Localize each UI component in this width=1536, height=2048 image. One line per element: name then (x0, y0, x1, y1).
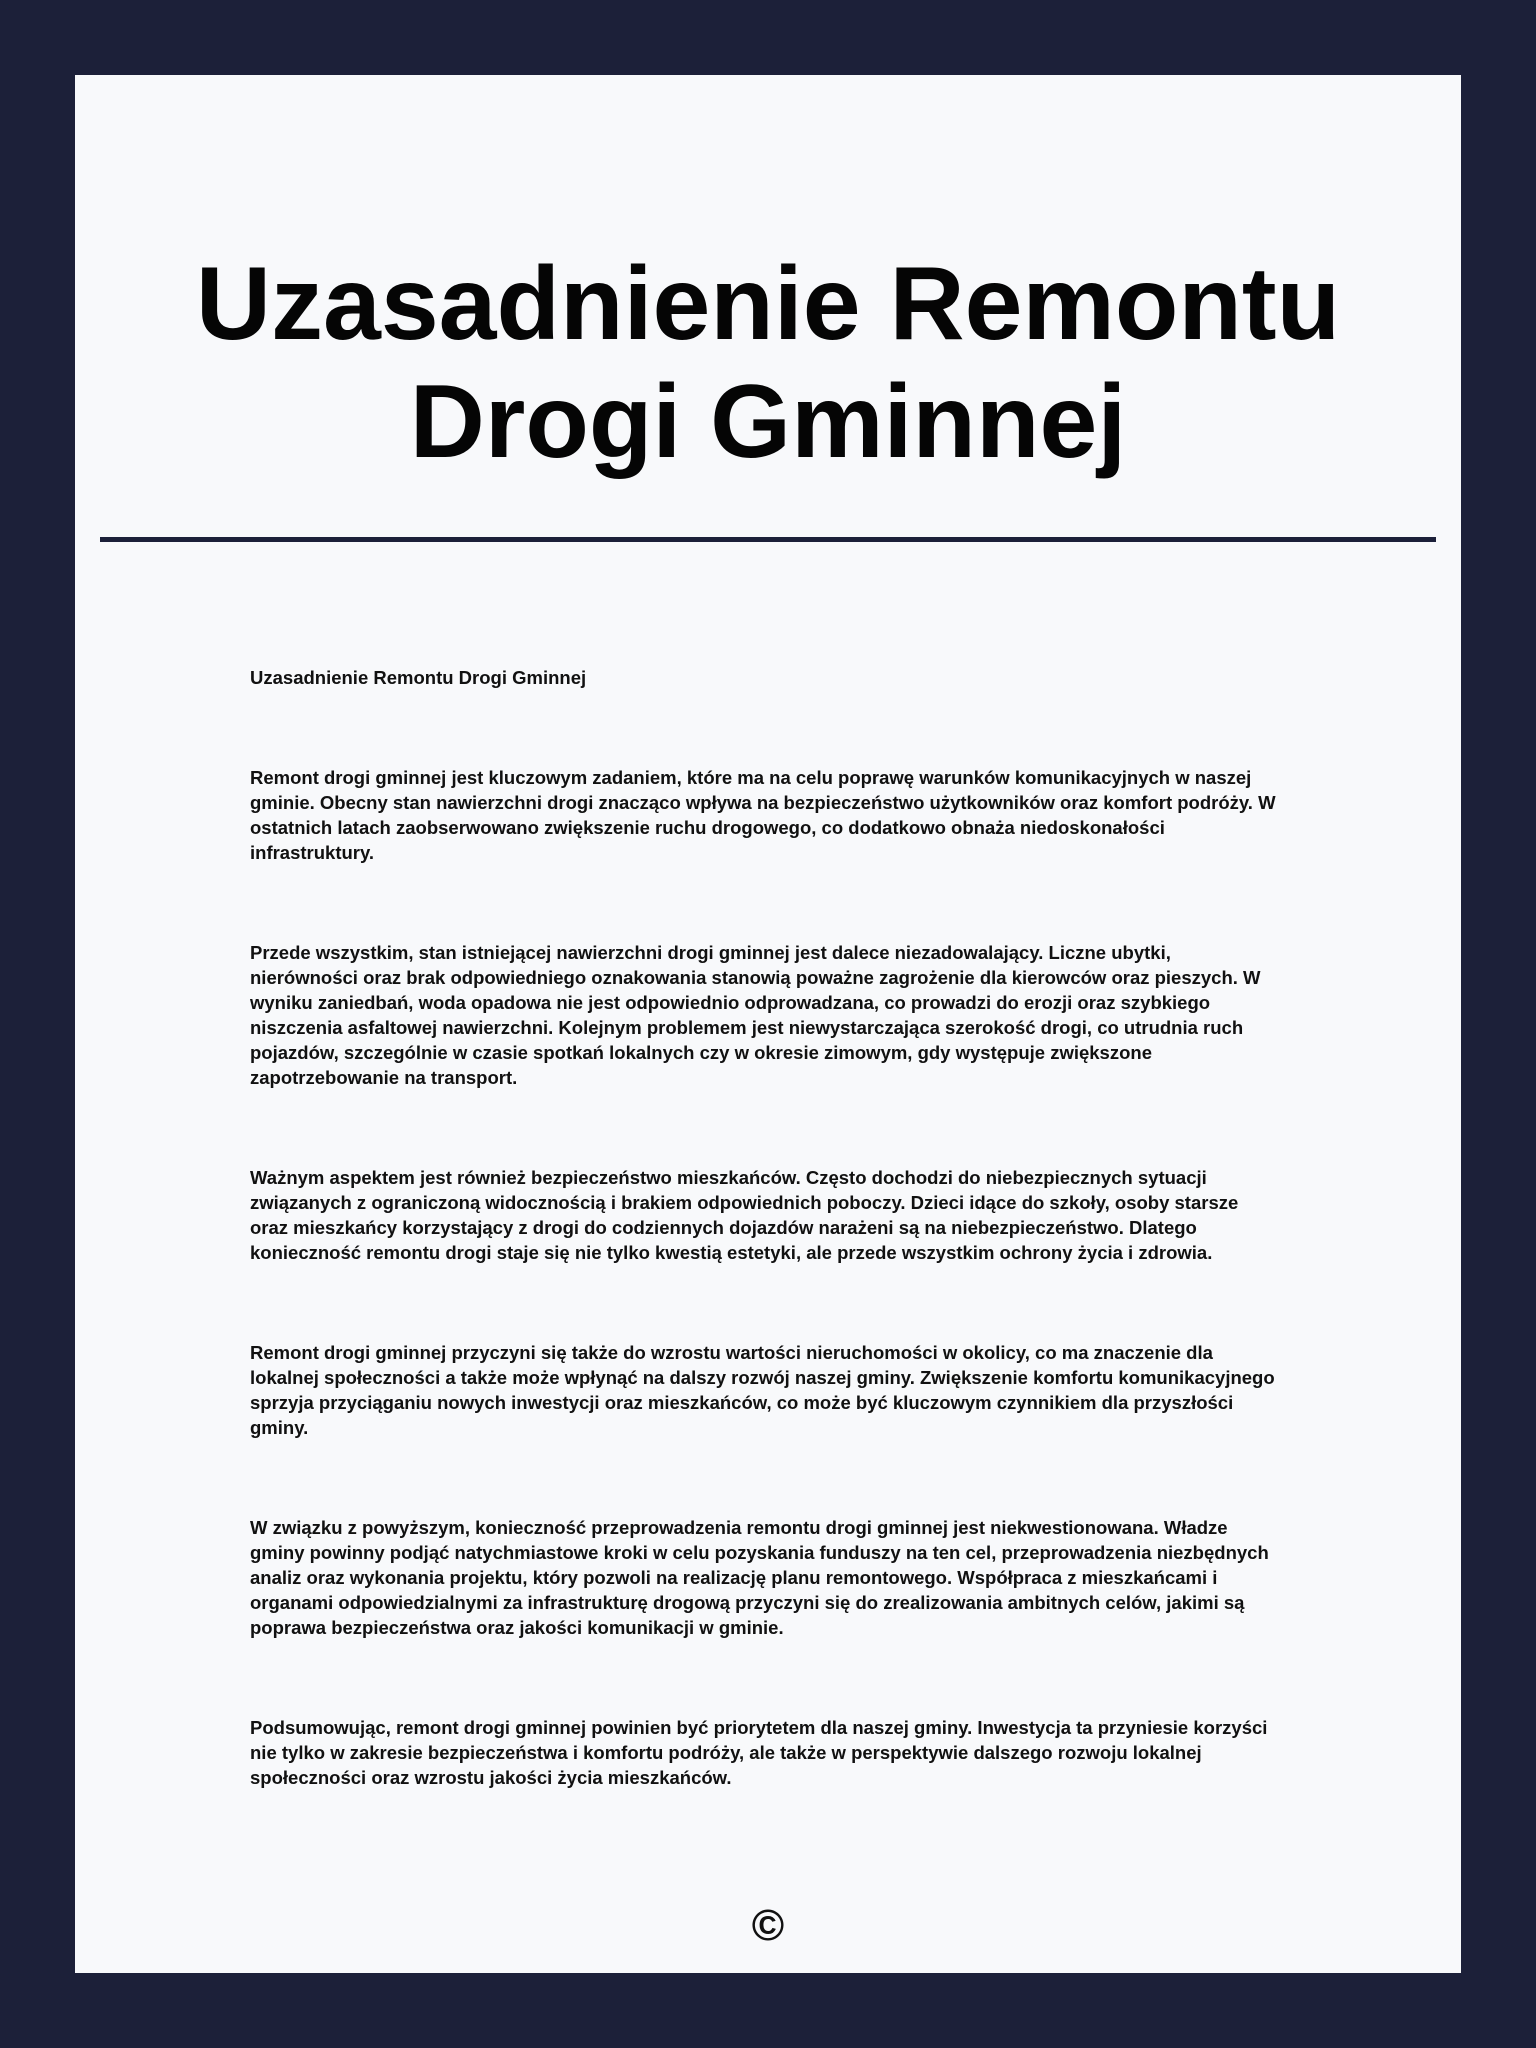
paragraph-1: Remont drogi gminnej jest kluczowym zadaniem, które ma na celu poprawę warunków komunikacyjnych w naszej gminie. Obecny stan nawierzchni drogi znacząco wpływa na bezpieczeństwo użytkowników oraz komfort podróży. W ostatnich latach zaobserwowano zwiększenie ruchu drogowego, co dodatkowo obnaża niedoskonałości infrastruktury. (250, 767, 1276, 863)
paragraph-2: Przede wszystkim, stan istniejącej nawierzchni drogi gminnej jest dalece niezadowalający. Liczne ubytki, nierówności oraz brak odpowiedniego oznakowania stanowią poważne zagrożenie dla kierowców oraz pieszych. W wyniku zaniedbań, woda opadowa nie jest odpowiednio odprowadzana, co prowadzi do erozji oraz szybkiego niszczenia asfaltowej nawierzchni. Kolejnym problemem jest niewystarczająca szerokość drogi, co utrudnia ruch pojazdów, szczególnie w czasie spotkań lokalnych czy w okresie zimowym, gdy występuje zwiększone zapotrzebowanie na transport. (250, 942, 1261, 1088)
document-page (75, 75, 1461, 1973)
document-body (250, 665, 1280, 1865)
paragraph-6: Podsumowując, remont drogi gminnej powinien być priorytetem dla naszej gminy. Inwestycja ta przyniesie korzyści nie tylko w zakresie bezpieczeństwa i komfortu podróży, ale także w perspektywie dalszego rozwoju lokalnej społeczności oraz wzrostu jakości życia mieszkańców. (250, 1717, 1268, 1788)
title-divider (100, 537, 1436, 542)
page-title: Uzasadnienie Remontu Drogi Gminnej (195, 246, 1341, 480)
paragraph-4: Remont drogi gminnej przyczyni się także do wzrostu wartości nieruchomości w okolicy, co ma znaczenie dla lokalnej społeczności a także może wpłynąć na dalszy rozwój naszej gminy. Zwiększenie komfortu komunikacyjnego sprzyja przyciąganiu nowych inwestycji oraz mieszkańców, co może być kluczowym czynnikiem dla przyszłości gminy. (250, 1342, 1275, 1438)
copyright-symbol: © (751, 1901, 785, 1950)
body-heading: Uzasadnienie Remontu Drogi Gminnej (250, 667, 587, 688)
paragraph-5: W związku z powyższym, konieczność przeprowadzenia remontu drogi gminnej jest niekwestionowana. Władze gminy powinny podjąć natychmiastowe kroki w celu pozyskania funduszy na ten cel, przeprowadzenia niezbędnych analiz oraz wykonania projektu, który pozwoli na realizację planu remontowego. Współpraca z mieszkańcami i organami odpowiedzialnymi za infrastrukturę drogową przyczyni się do zrealizowania ambitnych celów, jakimi są poprawa bezpieczeństwa oraz jakości komunikacji w gminie. (250, 1517, 1269, 1638)
paragraph-3: Ważnym aspektem jest również bezpieczeństwo mieszkańców. Często dochodzi do niebezpiecznych sytuacji związanych z ograniczoną widocznością i brakiem odpowiednich poboczy. Dzieci idące do szkoły, osoby starsze oraz mieszkańcy korzystający z drogi do codziennych dojazdów narażeni są na niebezpieczeństwo. Dlatego konieczność remontu drogi staje się nie tylko kwestią estetyki, ale przede wszystkim ochrony życia i zdrowia. (250, 1167, 1239, 1263)
